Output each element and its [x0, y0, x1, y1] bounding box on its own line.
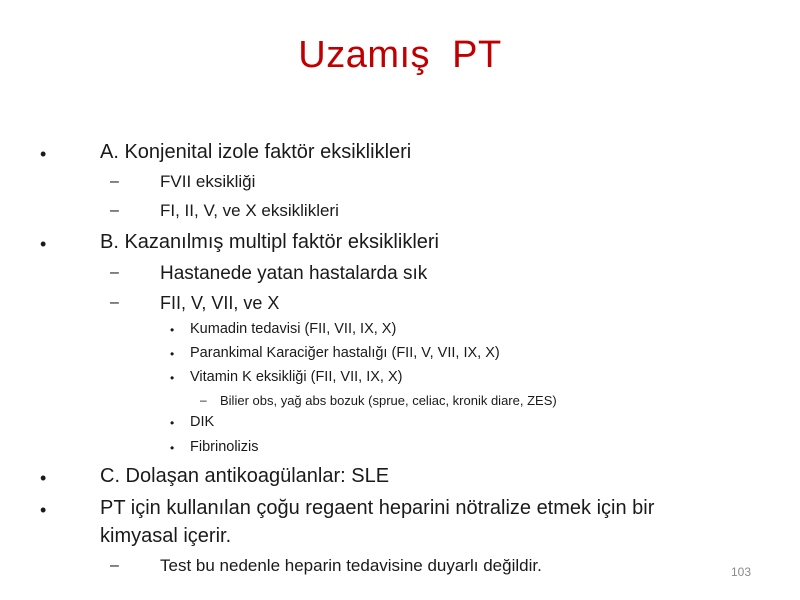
bullet-dot-icon: •	[40, 144, 47, 164]
bullet-text: Parankimal Karaciğer hastalığı (FII, V, VII, IX, X)	[190, 345, 500, 361]
bullet-text: Kumadin tedavisi (FII, VII, IX, X)	[190, 321, 397, 337]
bullet-text: DIK	[190, 414, 215, 430]
bullet-text: Test bu nedenle heparin tedavisine duyarlı değildir.	[160, 556, 542, 575]
page-number: 103	[731, 565, 752, 579]
bullet-text: Bilier obs, yağ abs bozuk (sprue, celiac, kronik diare, ZES)	[220, 393, 557, 408]
bullet-dot-icon: •	[40, 500, 47, 520]
bullet-dot-icon: •	[170, 347, 175, 361]
dash-bullet-icon: –	[110, 202, 119, 219]
dash-bullet-icon: –	[110, 557, 119, 574]
bullet-text: C. Dolaşan antikoagülanlar: SLE	[100, 465, 390, 487]
bullet-text: PT için kullanılan çoğu regaent heparini nötralize etmek için bir	[100, 497, 655, 519]
bullet-text: B. Kazanılmış multipl faktör eksiklikleri	[100, 231, 439, 253]
bullet-text: Hastanede yatan hastalarda sık	[160, 263, 428, 284]
dash-bullet-icon: –	[110, 294, 119, 311]
dash-bullet-icon: –	[110, 173, 119, 190]
bullet-text: FI, II, V, ve X eksiklikleri	[160, 201, 339, 220]
slide-title: Uzamış PT	[298, 34, 502, 76]
bullet-text: Vitamin K eksikliği (FII, VII, IX, X)	[190, 369, 403, 385]
bullet-dot-icon: •	[170, 323, 175, 337]
dash-bullet-icon: –	[110, 264, 119, 281]
bullet-dot-icon: •	[170, 441, 175, 455]
bullet-text-continuation: kimyasal içerir.	[100, 525, 232, 547]
bullet-text: FVII eksikliği	[160, 172, 256, 191]
bullet-text: FII, V, VII, ve X	[160, 293, 280, 313]
dash-bullet-icon: –	[200, 393, 207, 407]
bullet-dot-icon: •	[170, 371, 175, 385]
bullet-dot-icon: •	[40, 234, 47, 254]
bullet-text: A. Konjenital izole faktör eksiklikleri	[100, 141, 412, 163]
bullet-dot-icon: •	[170, 416, 175, 430]
bullet-dot-icon: •	[40, 468, 47, 488]
bullet-text: Fibrinolizis	[190, 439, 259, 455]
